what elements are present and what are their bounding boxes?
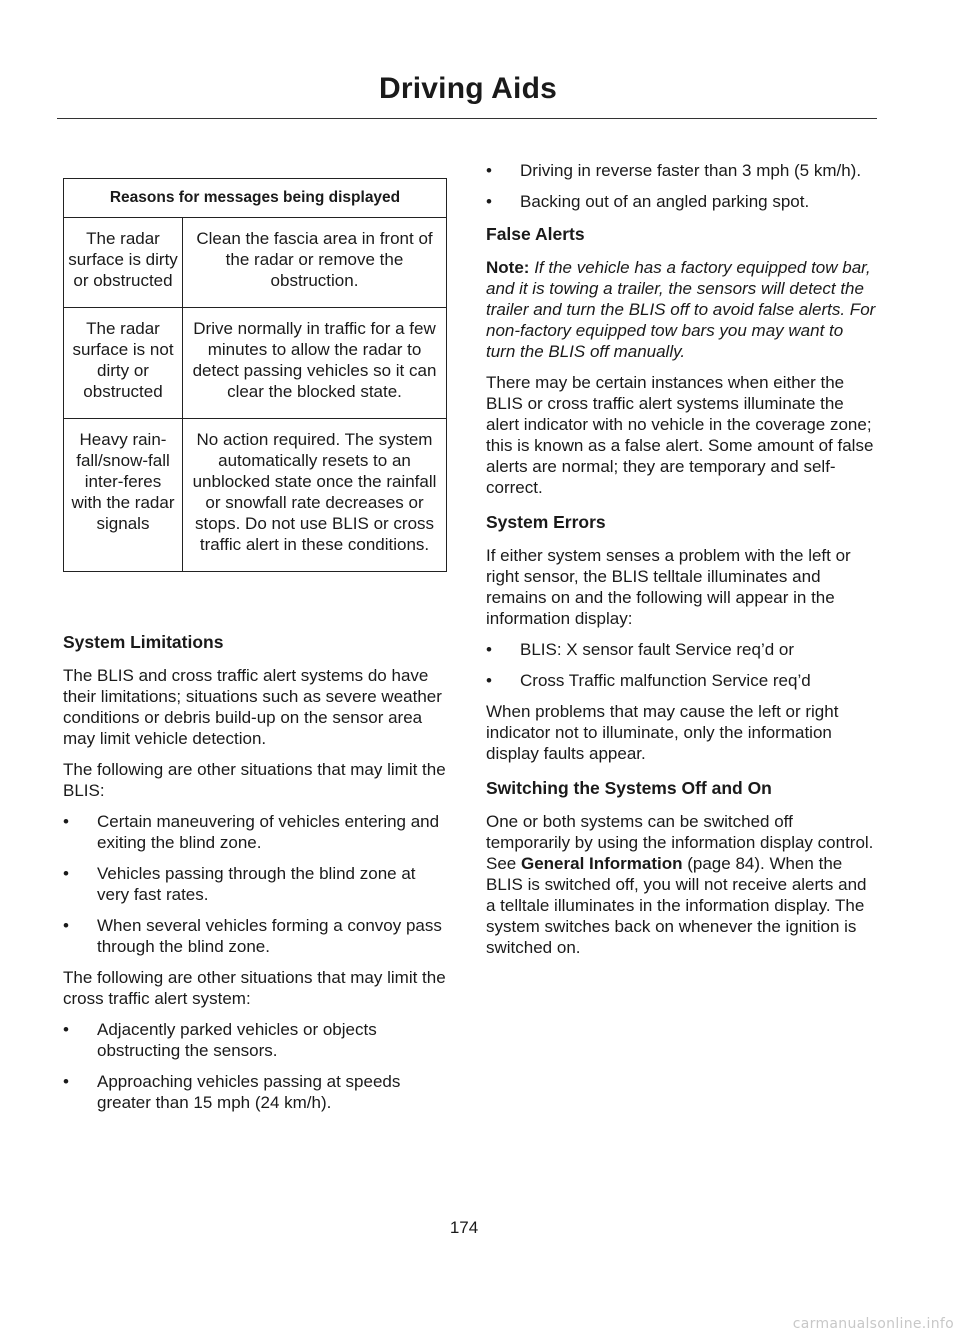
table-cell-action: Drive normally in traffic for a few minutes to allow the radar to detect passing vehicles so it can clear the blocked state. bbox=[183, 308, 447, 419]
paragraph: The following are other situations that may limit the cross traffic alert system: bbox=[63, 968, 446, 1008]
list-item: • BLIS: X sensor fault Service req’d or bbox=[486, 639, 876, 660]
section-heading: False Alerts bbox=[486, 224, 585, 244]
page-title: Driving Aids bbox=[379, 72, 557, 105]
note-text: If the vehicle has a factory equipped tow bar, and it is towing a trailer, the sensors will detect the trailer and turn the BLIS off to avoid false alerts. For non-factory equipped tow bars you may want to turn the BLIS off manually. bbox=[486, 258, 876, 361]
table-row bbox=[64, 419, 447, 572]
bullet-list bbox=[63, 811, 447, 957]
section-heading: System Errors bbox=[486, 512, 606, 532]
watermark: carmanualsonline.info bbox=[792, 1316, 954, 1332]
list-item: • Backing out of an angled parking spot. bbox=[486, 191, 876, 212]
paragraph bbox=[486, 811, 876, 958]
paragraph-text: (page 84). When the BLIS is switched off, you will not receive alerts and a telltale illuminates in the information display. The system switches back on whenever the ignition is switched on. bbox=[486, 854, 867, 957]
note-label: Note: bbox=[486, 258, 530, 277]
table-cell-cause: The radar surface is dirty or obstructed bbox=[64, 218, 183, 308]
bullet-list bbox=[486, 639, 876, 691]
paragraph-text: One or both systems can be switched off temporarily by using the information display control. See bbox=[486, 812, 874, 873]
bullet-list bbox=[63, 1019, 447, 1113]
table-row bbox=[64, 218, 447, 308]
paragraph: When problems that may cause the left or right indicator not to illuminate, only the information display faults appear. bbox=[486, 702, 839, 763]
page-number: 174 bbox=[449, 1218, 479, 1237]
header-divider bbox=[57, 118, 877, 119]
bullet-list bbox=[486, 160, 876, 212]
list-item: • Cross Traffic malfunction Service req’d bbox=[486, 670, 876, 691]
reasons-table bbox=[63, 178, 447, 572]
section-heading: Switching the Systems Off and On bbox=[486, 778, 772, 798]
table-header: Reasons for messages being displayed bbox=[64, 179, 447, 218]
list-item: • Approaching vehicles passing at speeds greater than 15 mph (24 km/h). bbox=[63, 1071, 447, 1113]
list-item: • Driving in reverse faster than 3 mph (5 km/h). bbox=[486, 160, 876, 181]
table-cell-cause: Heavy rain-fall/snow-fall inter-feres with the radar signals bbox=[64, 419, 183, 572]
paragraph: There may be certain instances when either the BLIS or cross traffic alert systems illuminate the alert indicator with no vehicle in the coverage zone; this is known as a false alert. Some amount of false alerts are normal; they are temporary and self-correct. bbox=[486, 373, 874, 497]
list-item: • Certain maneuvering of vehicles entering and exiting the blind zone. bbox=[63, 811, 447, 853]
right-column bbox=[486, 160, 876, 958]
list-item: • When several vehicles forming a convoy pass through the blind zone. bbox=[63, 915, 447, 957]
section-heading: System Limitations bbox=[63, 632, 224, 652]
paragraph: The following are other situations that may limit the BLIS: bbox=[63, 760, 446, 800]
table-cell-action: No action required. The system automatically resets to an unblocked state once the rainfall or snowfall rate decreases or stops. Do not use BLIS or cross traffic alert in these conditions. bbox=[183, 419, 447, 572]
table-cell-cause: The radar surface is not dirty or obstructed bbox=[64, 308, 183, 419]
table-cell-action: Clean the fascia area in front of the radar or remove the obstruction. bbox=[183, 218, 447, 308]
list-item: • Adjacently parked vehicles or objects obstructing the sensors. bbox=[63, 1019, 447, 1061]
note bbox=[486, 257, 876, 362]
table-row bbox=[64, 308, 447, 419]
list-item: • Vehicles passing through the blind zone at very fast rates. bbox=[63, 863, 447, 905]
cross-reference-link[interactable]: General Information bbox=[520, 854, 683, 873]
paragraph: If either system senses a problem with the left or right sensor, the BLIS telltale illuminates and remains on and the following will appear in the information display: bbox=[486, 546, 851, 628]
limitations-section bbox=[63, 632, 447, 1113]
paragraph: The BLIS and cross traffic alert systems do have their limitations; situations such as severe weather conditions or debris build-up on the sensor area may limit vehicle detection. bbox=[63, 666, 442, 748]
